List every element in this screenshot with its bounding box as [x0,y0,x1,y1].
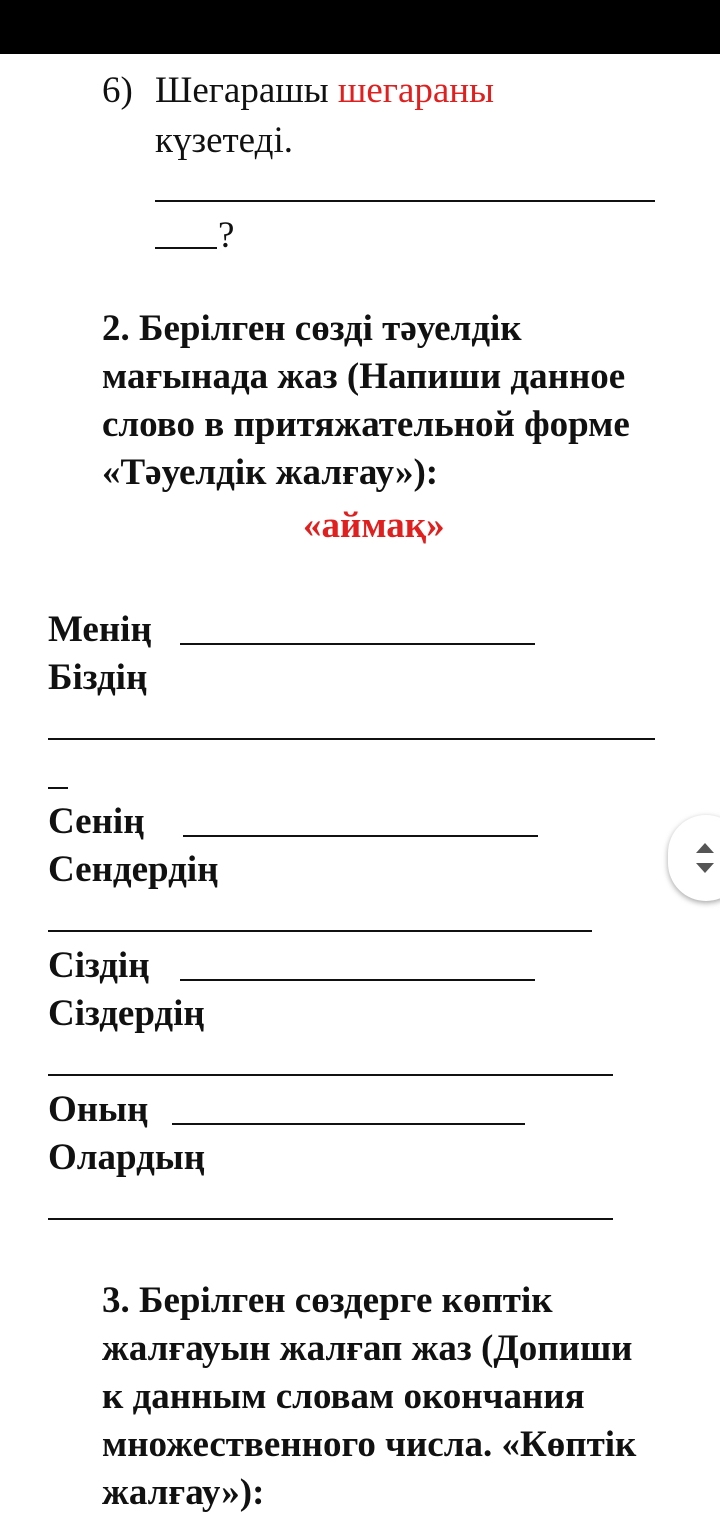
answer-line [48,738,655,740]
task2-title-line3: слово в притяжательной форме [102,404,630,445]
answer-line [172,1123,525,1125]
answer-line [180,643,535,645]
sentence-line-2: күзетеді. [155,120,293,161]
task2-title-line4: «Тәуелдік жалғау»): [102,452,439,493]
answer-line [48,1074,613,1076]
pronoun-onyn: Оның [48,1089,149,1130]
pronoun-olardyn: Олардың [48,1137,206,1178]
task3-title-line3: к данным словам окончания [102,1376,585,1417]
task3-title-line4: множественного числа. «Көптік [102,1424,637,1465]
question-mark: ? [218,215,235,256]
pronoun-sizderdin: Сіздердің [48,993,205,1034]
pronoun-sizdin: Сіздің [48,945,150,986]
pronoun-menin: Менің [48,609,152,650]
answer-line [48,787,68,789]
status-bar [0,0,720,54]
pronoun-bizdin: Біздің [48,657,148,698]
task2-title-line1: 2. Берілген сөзді тәуелдік [102,308,522,349]
chevron-down-icon [696,863,714,873]
item-number: 6) [102,70,133,111]
sentence-word: Шегарашы [155,70,329,111]
answer-line [48,930,592,932]
answer-line [183,835,538,837]
scroll-button[interactable] [668,815,720,901]
sentence-line-1 [155,72,494,109]
task3-title-line1: 3. Берілген сөздерге көптік [102,1280,553,1321]
task2-word: «аймақ» [303,505,445,546]
task3-title-line2: жалғауын жалғап жаз (Допиши [102,1328,633,1369]
highlighted-word: шегараны [337,70,494,111]
pronoun-senderdin: Сендердің [48,849,219,890]
answer-line [48,1218,613,1220]
chevron-up-icon [696,843,714,853]
task3-title-line5: жалғау»): [102,1472,265,1513]
pronoun-senin: Сенің [48,801,145,842]
answer-line [155,200,655,202]
answer-line [180,979,535,981]
task2-title-line2: мағынада жаз (Напиши данное [102,356,626,397]
answer-line [155,247,217,249]
